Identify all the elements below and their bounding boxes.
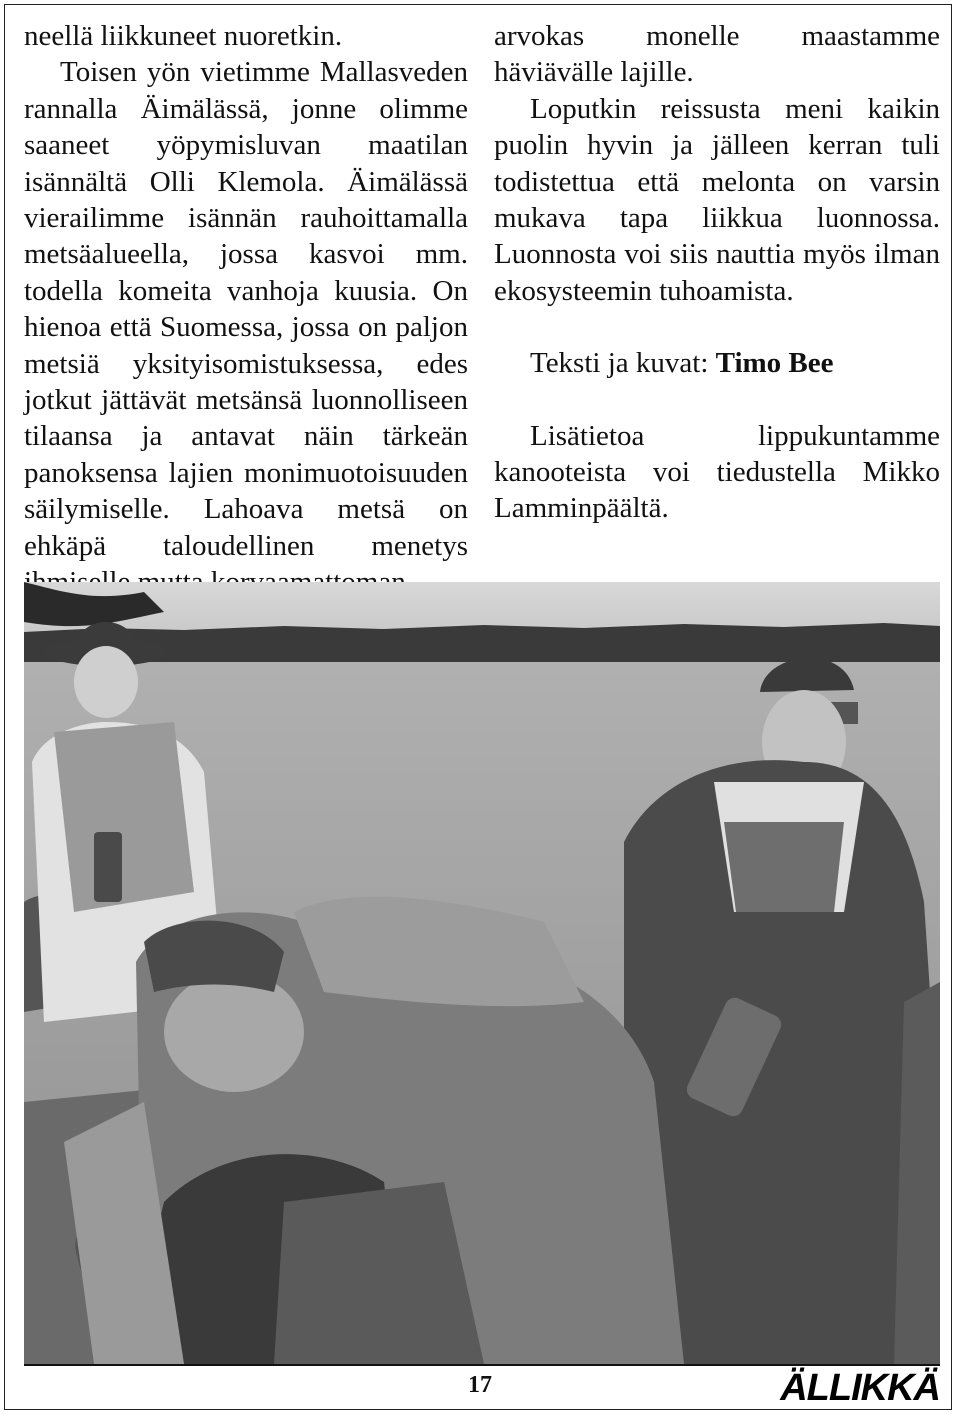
footer-rule xyxy=(24,1364,940,1366)
paragraph-info: Lisätietoa lippukuntamme kanooteista voi tiedustella Mikko Lamminpäältä. xyxy=(494,419,940,525)
paragraph-continuation: neellä liikkuneet nuoretkin. xyxy=(24,20,343,52)
article-right-column xyxy=(494,18,940,527)
paragraph-aimala: Toisen yön vietimme Mallasveden rannalla Äimälässä, jonne olimme saaneet yöpymisluvan maatilan isännältä Olli Klemola. Äimälässä vierailimme isännän rauhoittamalla metsäalueella, jossa kasvoi mm. todella komeita vanhoja kuusia. On hienoa että Suomessa, jossa on paljon metsiä yksityisomistuksessa, edes jotkut jättävät metsänsä luonnolliseen tilaansa ja antavat näin tärkeän panoksensa lajien monimuotoisuuden säilymiselle. Lahoava metsä on ehkäpä taloudellinen menetys xyxy=(24,56,468,562)
allikka-logo: ÄLLIKKÄ xyxy=(780,1367,940,1409)
credit-label: Teksti ja kuvat: xyxy=(530,347,709,380)
credit-name: Timo Bee xyxy=(715,347,834,380)
paragraph-closing: Loputkin reissusta meni kaikin puolin hyvin ja jälleen kerran tuli todistettua että melonta on varsin mukava tapa liikkua luonnossa. Luonnosta voi siis nauttia myös ilman ekosysteemin tuhoamista. xyxy=(494,92,940,307)
page-number: 17 xyxy=(468,1372,492,1398)
credit-line xyxy=(494,345,940,381)
article-photo xyxy=(24,582,940,1364)
article-left-column xyxy=(24,18,468,601)
canoeists-photo-illustration xyxy=(24,582,940,1364)
paragraph-continuation-right: arvokas monelle maastamme häviävälle lajille. xyxy=(494,20,940,89)
